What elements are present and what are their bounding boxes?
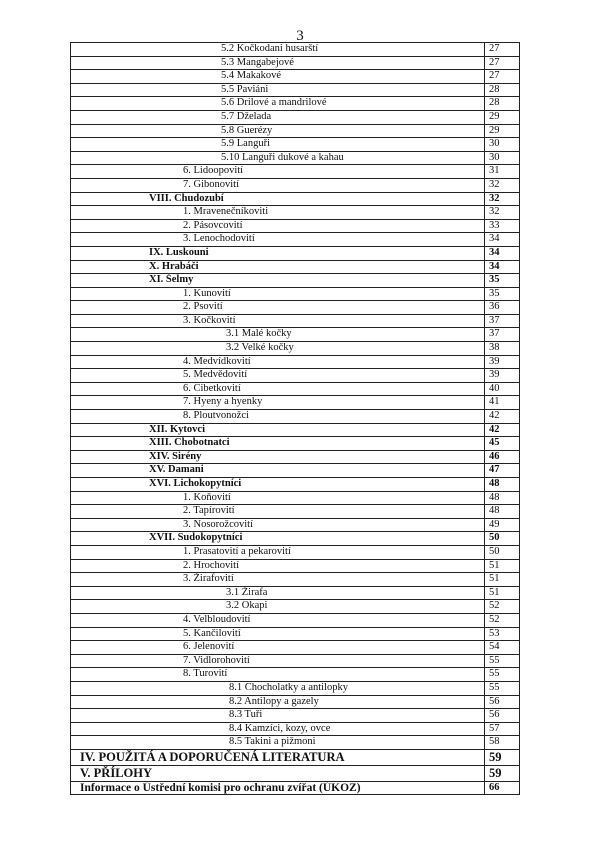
toc-entry-page: 50 <box>485 532 520 546</box>
toc-entry-title: 1. Kunovití <box>71 287 485 301</box>
toc-row <box>71 314 520 328</box>
toc-entry-page: 56 <box>485 709 520 723</box>
toc-row <box>71 627 520 641</box>
toc-entry-title: 3. Kočkovití <box>71 314 485 328</box>
toc-entry-page: 32 <box>485 206 520 220</box>
toc-row <box>71 586 520 600</box>
toc-entry-title: 5.9 Languři <box>71 138 485 152</box>
toc-entry-page: 52 <box>485 613 520 627</box>
toc-entry-page: 27 <box>485 70 520 84</box>
toc-entry-page: 35 <box>485 274 520 288</box>
toc-entry-title: XVI. Lichokopytníci <box>71 478 485 492</box>
toc-row <box>71 545 520 559</box>
toc-entry-page: 48 <box>485 491 520 505</box>
toc-entry-page: 59 <box>485 765 520 781</box>
toc-entry-page: 38 <box>485 342 520 356</box>
toc-row <box>71 219 520 233</box>
toc-entry-page: 31 <box>485 165 520 179</box>
toc-row <box>71 369 520 383</box>
toc-entry-title: 5.10 Languři dukové a kahau <box>71 151 485 165</box>
toc-entry-title: IX. Luskouni <box>71 246 485 260</box>
toc-entry-page: 32 <box>485 192 520 206</box>
toc-row <box>71 396 520 410</box>
toc-entry-title: V. PŘÍLOHY <box>71 765 485 781</box>
toc-row <box>71 124 520 138</box>
toc-entry-page: 48 <box>485 505 520 519</box>
toc-entry-title: 2. Pásovcovití <box>71 219 485 233</box>
toc-entry-page: 54 <box>485 641 520 655</box>
toc-entry-title: 6. Cibetkovití <box>71 382 485 396</box>
toc-entry-title: 2. Tapírovití <box>71 505 485 519</box>
toc-entry-title: 2. Hrochovití <box>71 559 485 573</box>
table-of-contents <box>70 42 520 795</box>
toc-row <box>71 573 520 587</box>
toc-row <box>71 382 520 396</box>
toc-row <box>71 355 520 369</box>
toc-entry-title: 3.1 Žirafa <box>71 586 485 600</box>
toc-entry-title: VIII. Chudozubí <box>71 192 485 206</box>
toc-row <box>71 464 520 478</box>
toc-entry-page: 56 <box>485 695 520 709</box>
toc-entry-page: 27 <box>485 43 520 57</box>
toc-row <box>71 301 520 315</box>
toc-entry-title: 8. Turovití <box>71 668 485 682</box>
toc-entry-title: 5.2 Kočkodani husarští <box>71 43 485 57</box>
toc-entry-page: 32 <box>485 178 520 192</box>
toc-entry-title: 7. Vidlorohovití <box>71 654 485 668</box>
toc-entry-title: 3.1 Malé kočky <box>71 328 485 342</box>
toc-entry-page: 50 <box>485 545 520 559</box>
toc-row <box>71 478 520 492</box>
toc-row <box>71 206 520 220</box>
toc-entry-page: 28 <box>485 97 520 111</box>
toc-row <box>71 736 520 750</box>
toc-entry-title: 5.6 Drilové a mandrilové <box>71 97 485 111</box>
toc-entry-title: 5.7 Dželada <box>71 110 485 124</box>
toc-row <box>71 287 520 301</box>
toc-row <box>71 641 520 655</box>
toc-entry-title: 7. Hyeny a hyenky <box>71 396 485 410</box>
toc-entry-page: 35 <box>485 287 520 301</box>
toc-entry-page: 55 <box>485 668 520 682</box>
toc-entry-page: 42 <box>485 423 520 437</box>
toc-entry-page: 34 <box>485 233 520 247</box>
toc-row <box>71 43 520 57</box>
toc-entry-page: 59 <box>485 749 520 765</box>
toc-row <box>71 410 520 424</box>
toc-entry-page: 52 <box>485 600 520 614</box>
toc-entry-title: 4. Velbloudovití <box>71 613 485 627</box>
toc-entry-title: XIII. Chobotnatci <box>71 437 485 451</box>
toc-entry-title: 1. Prasatovití a pekarovití <box>71 545 485 559</box>
toc-row <box>71 749 520 765</box>
toc-row <box>71 668 520 682</box>
toc-entry-title: 8.2 Antilopy a gazely <box>71 695 485 709</box>
toc-row <box>71 165 520 179</box>
toc-entry-page: 39 <box>485 369 520 383</box>
toc-entry-title: 3. Lenochodovití <box>71 233 485 247</box>
toc-entry-title: 5. Medvědovití <box>71 369 485 383</box>
toc-entry-page: 28 <box>485 83 520 97</box>
toc-row <box>71 70 520 84</box>
toc-entry-title: 8. Ploutvonožci <box>71 410 485 424</box>
page-number: 3 <box>296 28 304 44</box>
toc-entry-title: X. Hrabáči <box>71 260 485 274</box>
toc-entry-title: 7. Gibonovití <box>71 178 485 192</box>
toc-row <box>71 532 520 546</box>
toc-row <box>71 491 520 505</box>
toc-entry-title: XVII. Sudokopytníci <box>71 532 485 546</box>
toc-row <box>71 765 520 781</box>
toc-entry-title: XI. Šelmy <box>71 274 485 288</box>
toc-row <box>71 450 520 464</box>
toc-entry-title: XV. Damani <box>71 464 485 478</box>
toc-row <box>71 83 520 97</box>
toc-entry-title: 5.3 Mangabejové <box>71 56 485 70</box>
toc-entry-page: 36 <box>485 301 520 315</box>
toc-entry-page: 29 <box>485 124 520 138</box>
toc-entry-page: 51 <box>485 573 520 587</box>
toc-entry-page: 29 <box>485 110 520 124</box>
toc-row <box>71 613 520 627</box>
toc-entry-page: 66 <box>485 781 520 795</box>
toc-entry-title: 2. Psovití <box>71 301 485 315</box>
toc-entry-page: 37 <box>485 314 520 328</box>
toc-entry-page: 40 <box>485 382 520 396</box>
toc-entry-title: 1. Koňovití <box>71 491 485 505</box>
toc-entry-title: 3.2 Okapi <box>71 600 485 614</box>
toc-row <box>71 178 520 192</box>
toc-entry-title: 3. Nosorožcovití <box>71 518 485 532</box>
toc-row <box>71 274 520 288</box>
toc-entry-title: 1. Mravenečníkoviti <box>71 206 485 220</box>
toc-row <box>71 437 520 451</box>
toc-entry-title: 5. Kančilovití <box>71 627 485 641</box>
toc-entry-page: 30 <box>485 151 520 165</box>
toc-row <box>71 233 520 247</box>
toc-row <box>71 246 520 260</box>
toc-entry-page: 41 <box>485 396 520 410</box>
toc-row <box>71 722 520 736</box>
toc-entry-page: 30 <box>485 138 520 152</box>
toc-entry-title: 5.4 Makakové <box>71 70 485 84</box>
toc-entry-title: 3. Žirafovití <box>71 573 485 587</box>
toc-entry-title: 8.5 Takini a pižmoni <box>71 736 485 750</box>
toc-row <box>71 505 520 519</box>
toc-row <box>71 260 520 274</box>
toc-entry-page: 34 <box>485 246 520 260</box>
toc-entry-page: 48 <box>485 478 520 492</box>
toc-entry-title: 6. Lidoopovití <box>71 165 485 179</box>
toc-entry-page: 51 <box>485 586 520 600</box>
toc-entry-page: 47 <box>485 464 520 478</box>
toc-row <box>71 681 520 695</box>
toc-row <box>71 423 520 437</box>
toc-row <box>71 559 520 573</box>
toc-entry-page: 39 <box>485 355 520 369</box>
toc-entry-title: 4. Medvídkovití <box>71 355 485 369</box>
toc-entry-title: 5.8 Guerézy <box>71 124 485 138</box>
toc-entry-page: 34 <box>485 260 520 274</box>
toc-row <box>71 192 520 206</box>
toc-entry-title: 5.5 Paviáni <box>71 83 485 97</box>
toc-entry-page: 37 <box>485 328 520 342</box>
toc-entry-title: 6. Jelenovití <box>71 641 485 655</box>
toc-entry-page: 42 <box>485 410 520 424</box>
toc-row <box>71 600 520 614</box>
toc-entry-page: 53 <box>485 627 520 641</box>
toc-entry-title: 8.3 Tuři <box>71 709 485 723</box>
toc-row <box>71 328 520 342</box>
toc-entry-page: 55 <box>485 681 520 695</box>
toc-row <box>71 781 520 795</box>
toc-entry-page: 58 <box>485 736 520 750</box>
toc-entry-page: 55 <box>485 654 520 668</box>
toc-row <box>71 97 520 111</box>
toc-row <box>71 138 520 152</box>
toc-entry-title: 8.4 Kamzíci, kozy, ovce <box>71 722 485 736</box>
toc-row <box>71 110 520 124</box>
toc-row <box>71 151 520 165</box>
toc-entry-page: 45 <box>485 437 520 451</box>
toc-entry-title: 3.2 Velké kočky <box>71 342 485 356</box>
toc-row <box>71 709 520 723</box>
toc-row <box>71 654 520 668</box>
toc-entry-title: XII. Kytovci <box>71 423 485 437</box>
toc-entry-title: Informace o Ústřední komisi pro ochranu zvířat (ÚKOZ) <box>71 781 485 795</box>
toc-entry-page: 27 <box>485 56 520 70</box>
toc-entry-title: XIV. Sirény <box>71 450 485 464</box>
toc-entry-title: 8.1 Chocholatky a antilopky <box>71 681 485 695</box>
toc-entry-page: 51 <box>485 559 520 573</box>
toc-entry-page: 46 <box>485 450 520 464</box>
toc-row <box>71 518 520 532</box>
toc-row <box>71 342 520 356</box>
toc-row <box>71 695 520 709</box>
toc-entry-page: 49 <box>485 518 520 532</box>
toc-entry-page: 57 <box>485 722 520 736</box>
toc-entry-title: IV. POUŽITÁ A DOPORUČENÁ LITERATURA <box>71 749 485 765</box>
toc-entry-page: 33 <box>485 219 520 233</box>
toc-row <box>71 56 520 70</box>
